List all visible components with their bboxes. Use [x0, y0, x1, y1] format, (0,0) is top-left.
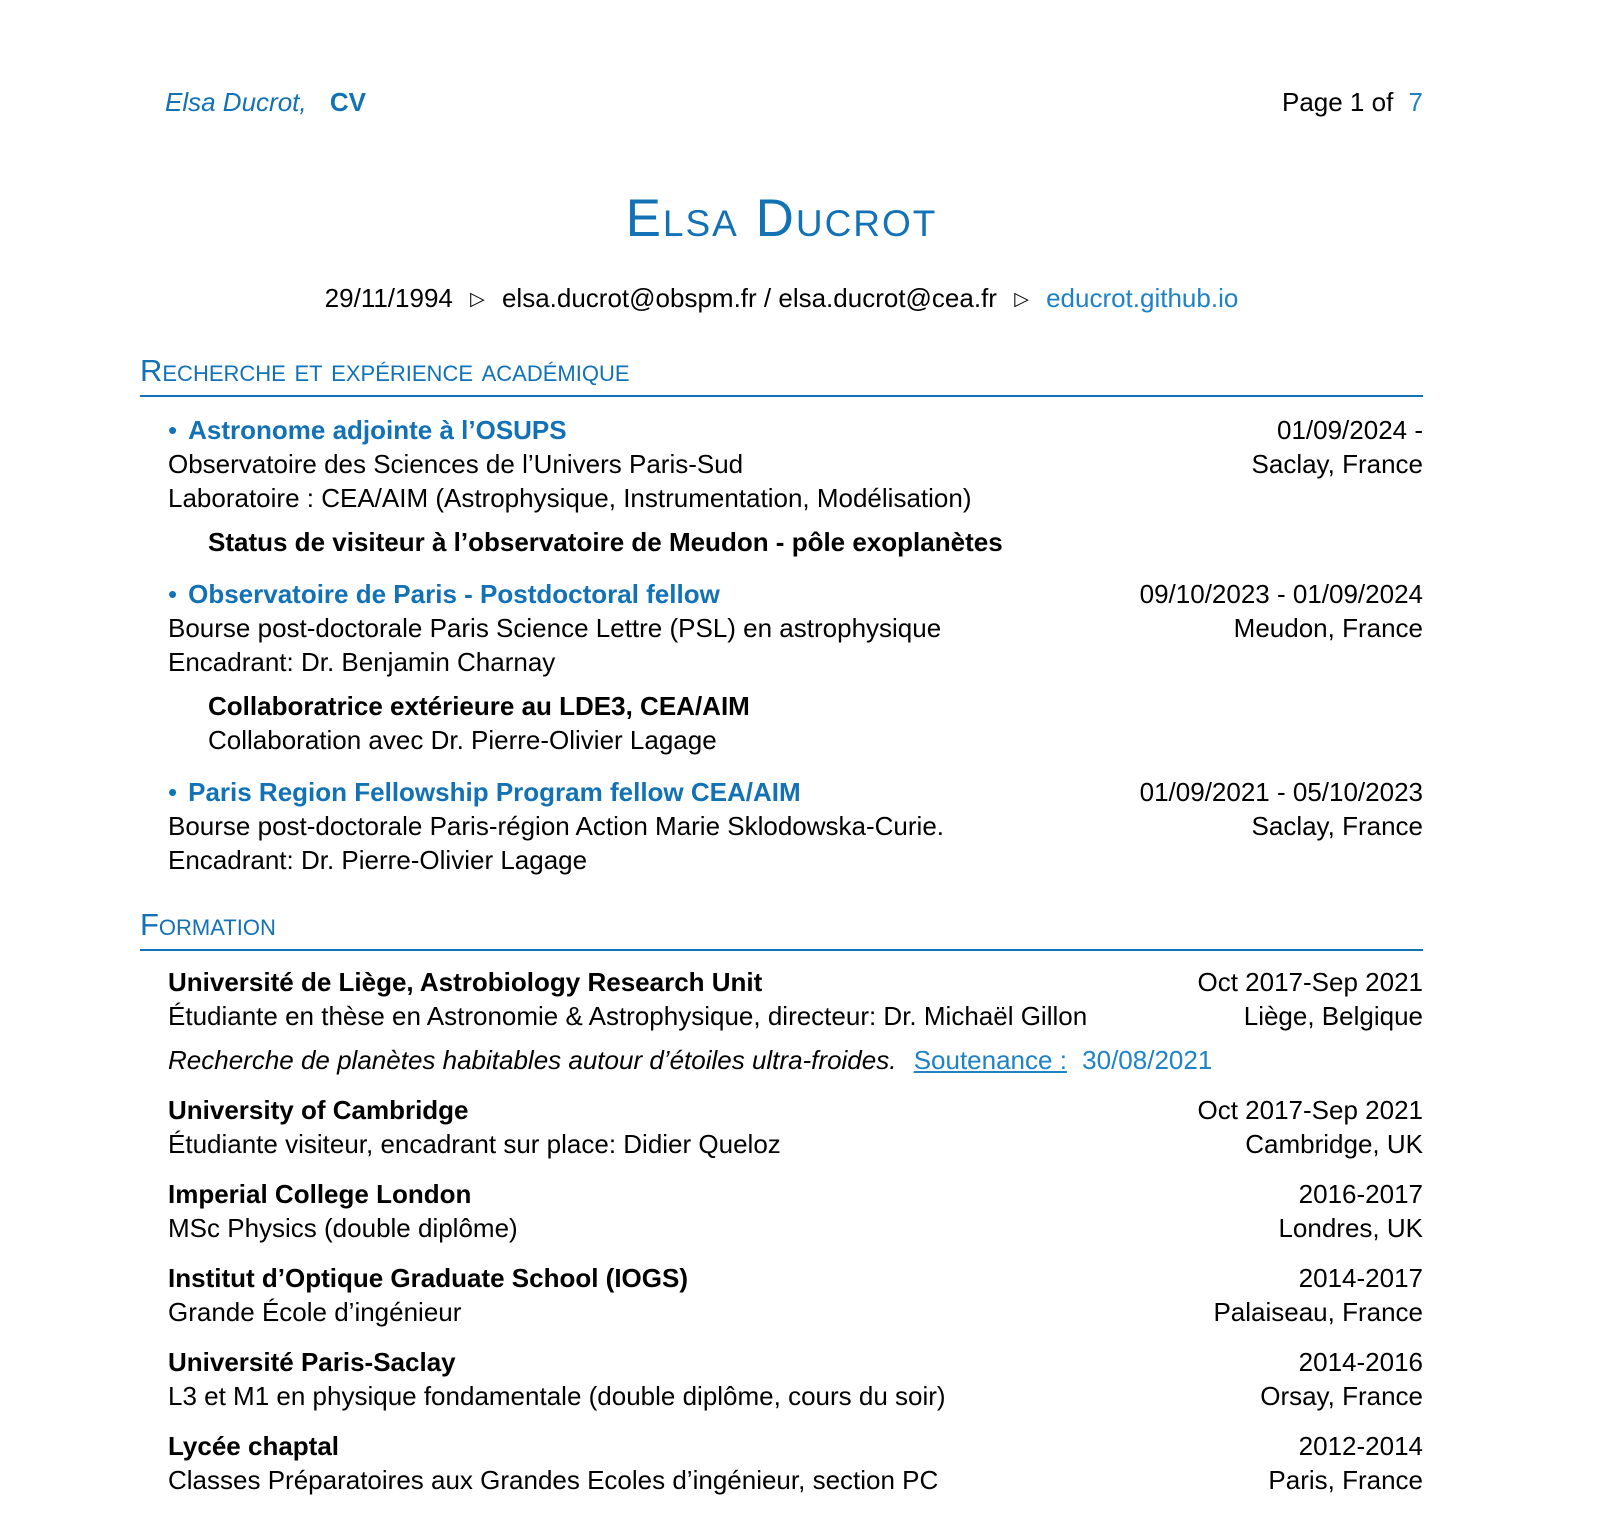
education-entry: [168, 1177, 1423, 1245]
entry-note-bold: Collaboratrice extérieure au LDE3, CEA/AIM: [208, 691, 750, 721]
education-entry: [168, 1345, 1423, 1413]
entry-header: [168, 775, 1423, 809]
document-header: [165, 85, 1423, 119]
education-header: [168, 1429, 1423, 1463]
entry-title: Paris Region Fellowship Program fellow CEA/AIM: [188, 777, 801, 807]
education-date: 2016-2017: [1298, 1179, 1423, 1209]
education-location: Cambridge, UK: [1245, 1129, 1423, 1159]
institution-name: Lycée chaptal: [168, 1431, 340, 1461]
entry-line: [168, 809, 1423, 843]
institution-name: Imperial College London: [168, 1179, 472, 1209]
research-entry: [168, 775, 1423, 877]
education-detail-row: [168, 1463, 1423, 1497]
entry-title: Observatoire de Paris - Postdoctoral fellow: [188, 579, 720, 609]
entry-line: [168, 481, 1423, 515]
education-entry: [168, 1261, 1423, 1329]
entry-date: 01/09/2021 - 05/10/2023: [1139, 777, 1423, 807]
education-description: Grande École d’ingénieur: [168, 1297, 462, 1327]
education-entry: [168, 1429, 1423, 1497]
section-heading-research: Recherche et expérience académique: [140, 353, 1423, 397]
birthdate: 29/11/1994: [324, 283, 453, 313]
entry-detail: Encadrant: Dr. Pierre-Olivier Lagage: [168, 845, 588, 875]
page-total-link[interactable]: 7: [1408, 87, 1423, 117]
entry-location: Meudon, France: [1233, 613, 1423, 643]
entry-title: Astronome adjointe à l’OSUPS: [188, 415, 567, 445]
education-header: [168, 1345, 1423, 1379]
entry-date: 01/09/2024 -: [1276, 415, 1423, 445]
soutenance-link-date[interactable]: 30/08/2021: [1082, 1045, 1213, 1075]
education-location: Palaiseau, France: [1213, 1297, 1423, 1327]
bullet-icon: •: [168, 579, 178, 609]
education-date: 2012-2014: [1298, 1431, 1423, 1461]
institution-name: Université de Liège, Astrobiology Research Unit: [168, 967, 763, 997]
education-date: 2014-2017: [1298, 1263, 1423, 1293]
education-detail-row: [168, 1211, 1423, 1245]
bullet-icon: •: [168, 777, 178, 807]
education-detail-row: [168, 1379, 1423, 1413]
education-detail-row: [168, 999, 1423, 1033]
header-author-name: Elsa Ducrot,: [165, 87, 307, 117]
entry-date: 09/10/2023 - 01/09/2024: [1139, 579, 1423, 609]
research-entry: [168, 577, 1423, 757]
entry-line: [168, 645, 1423, 679]
education-location: Orsay, France: [1260, 1381, 1423, 1411]
education-description: MSc Physics (double diplôme): [168, 1213, 518, 1243]
email-addresses: elsa.ducrot@obspm.fr / elsa.ducrot@cea.fr: [501, 283, 997, 313]
institution-name: University of Cambridge: [168, 1095, 469, 1125]
education-description: L3 et M1 en physique fondamentale (double diplôme, cours du soir): [168, 1381, 946, 1411]
entry-line: [168, 447, 1423, 481]
entry-location: Saclay, France: [1251, 449, 1423, 479]
education-header: [168, 1261, 1423, 1295]
education-entry: [168, 1093, 1423, 1161]
entry-note: [208, 525, 1423, 559]
institution-name: Université Paris-Saclay: [168, 1347, 456, 1377]
thesis-title: Recherche de planètes habitables autour d’étoiles ultra-froides.: [168, 1045, 897, 1075]
website-link[interactable]: educrot.github.io: [1046, 283, 1239, 313]
research-entries: [168, 413, 1423, 877]
education-description: Classes Préparatoires aux Grandes Ecoles d’ingénieur, section PC: [168, 1465, 939, 1495]
education-detail-row: [168, 1295, 1423, 1329]
education-header: [168, 1177, 1423, 1211]
entry-location: Saclay, France: [1251, 811, 1423, 841]
institution-name: Institut d’Optique Graduate School (IOGS): [168, 1263, 688, 1293]
bullet-icon: •: [168, 415, 178, 445]
page-indicator-text: Page 1 of: [1281, 87, 1394, 117]
education-entry: [168, 965, 1423, 1077]
education-location: Londres, UK: [1278, 1213, 1423, 1243]
header-doc-label: CV: [329, 87, 366, 117]
triangle-separator-icon: ▷: [470, 289, 485, 310]
page-title: Elsa Ducrot: [625, 189, 938, 248]
entry-organization: Observatoire des Sciences de l’Univers Paris-Sud: [168, 449, 744, 479]
entry-detail: Encadrant: Dr. Benjamin Charnay: [168, 647, 556, 677]
research-entry: [168, 413, 1423, 559]
formation-entries: [168, 965, 1423, 1497]
education-date: Oct 2017-Sep 2021: [1197, 967, 1423, 997]
entry-note: [208, 689, 1423, 757]
header-left: [165, 85, 366, 119]
entry-line: [168, 611, 1423, 645]
education-detail-row: [168, 1127, 1423, 1161]
triangle-separator-icon: ▷: [1014, 289, 1029, 310]
education-description: Étudiante visiteur, encadrant sur place: Didier Queloz: [168, 1129, 781, 1159]
education-location: Liège, Belgique: [1243, 1001, 1423, 1031]
contact-line: [140, 281, 1423, 317]
entry-line: [168, 843, 1423, 877]
entry-header: [168, 413, 1423, 447]
education-header: [168, 965, 1423, 999]
education-location: Paris, France: [1268, 1465, 1423, 1495]
education-date: Oct 2017-Sep 2021: [1197, 1095, 1423, 1125]
education-date: 2014-2016: [1298, 1347, 1423, 1377]
entry-detail: Laboratoire : CEA/AIM (Astrophysique, Instrumentation, Modélisation): [168, 483, 972, 513]
education-header: [168, 1093, 1423, 1127]
entry-note-bold: Status de visiteur à l’observatoire de Meudon - pôle exoplanètes: [208, 527, 1003, 557]
education-description: Étudiante en thèse en Astronomie & Astrophysique, directeur: Dr. Michaël Gillon: [168, 1001, 1088, 1031]
entry-header: [168, 577, 1423, 611]
entry-organization: Bourse post-doctorale Paris-région Action Marie Sklodowska-Curie.: [168, 811, 945, 841]
soutenance-link[interactable]: Soutenance :: [913, 1045, 1067, 1075]
entry-organization: Bourse post-doctorale Paris Science Lettre (PSL) en astrophysique: [168, 613, 942, 643]
section-heading-formation: Formation: [140, 907, 1423, 951]
page-indicator: [1282, 85, 1423, 119]
thesis-line: [168, 1043, 1423, 1077]
entry-note-plain: Collaboration avec Dr. Pierre-Olivier Lagage: [208, 725, 717, 755]
